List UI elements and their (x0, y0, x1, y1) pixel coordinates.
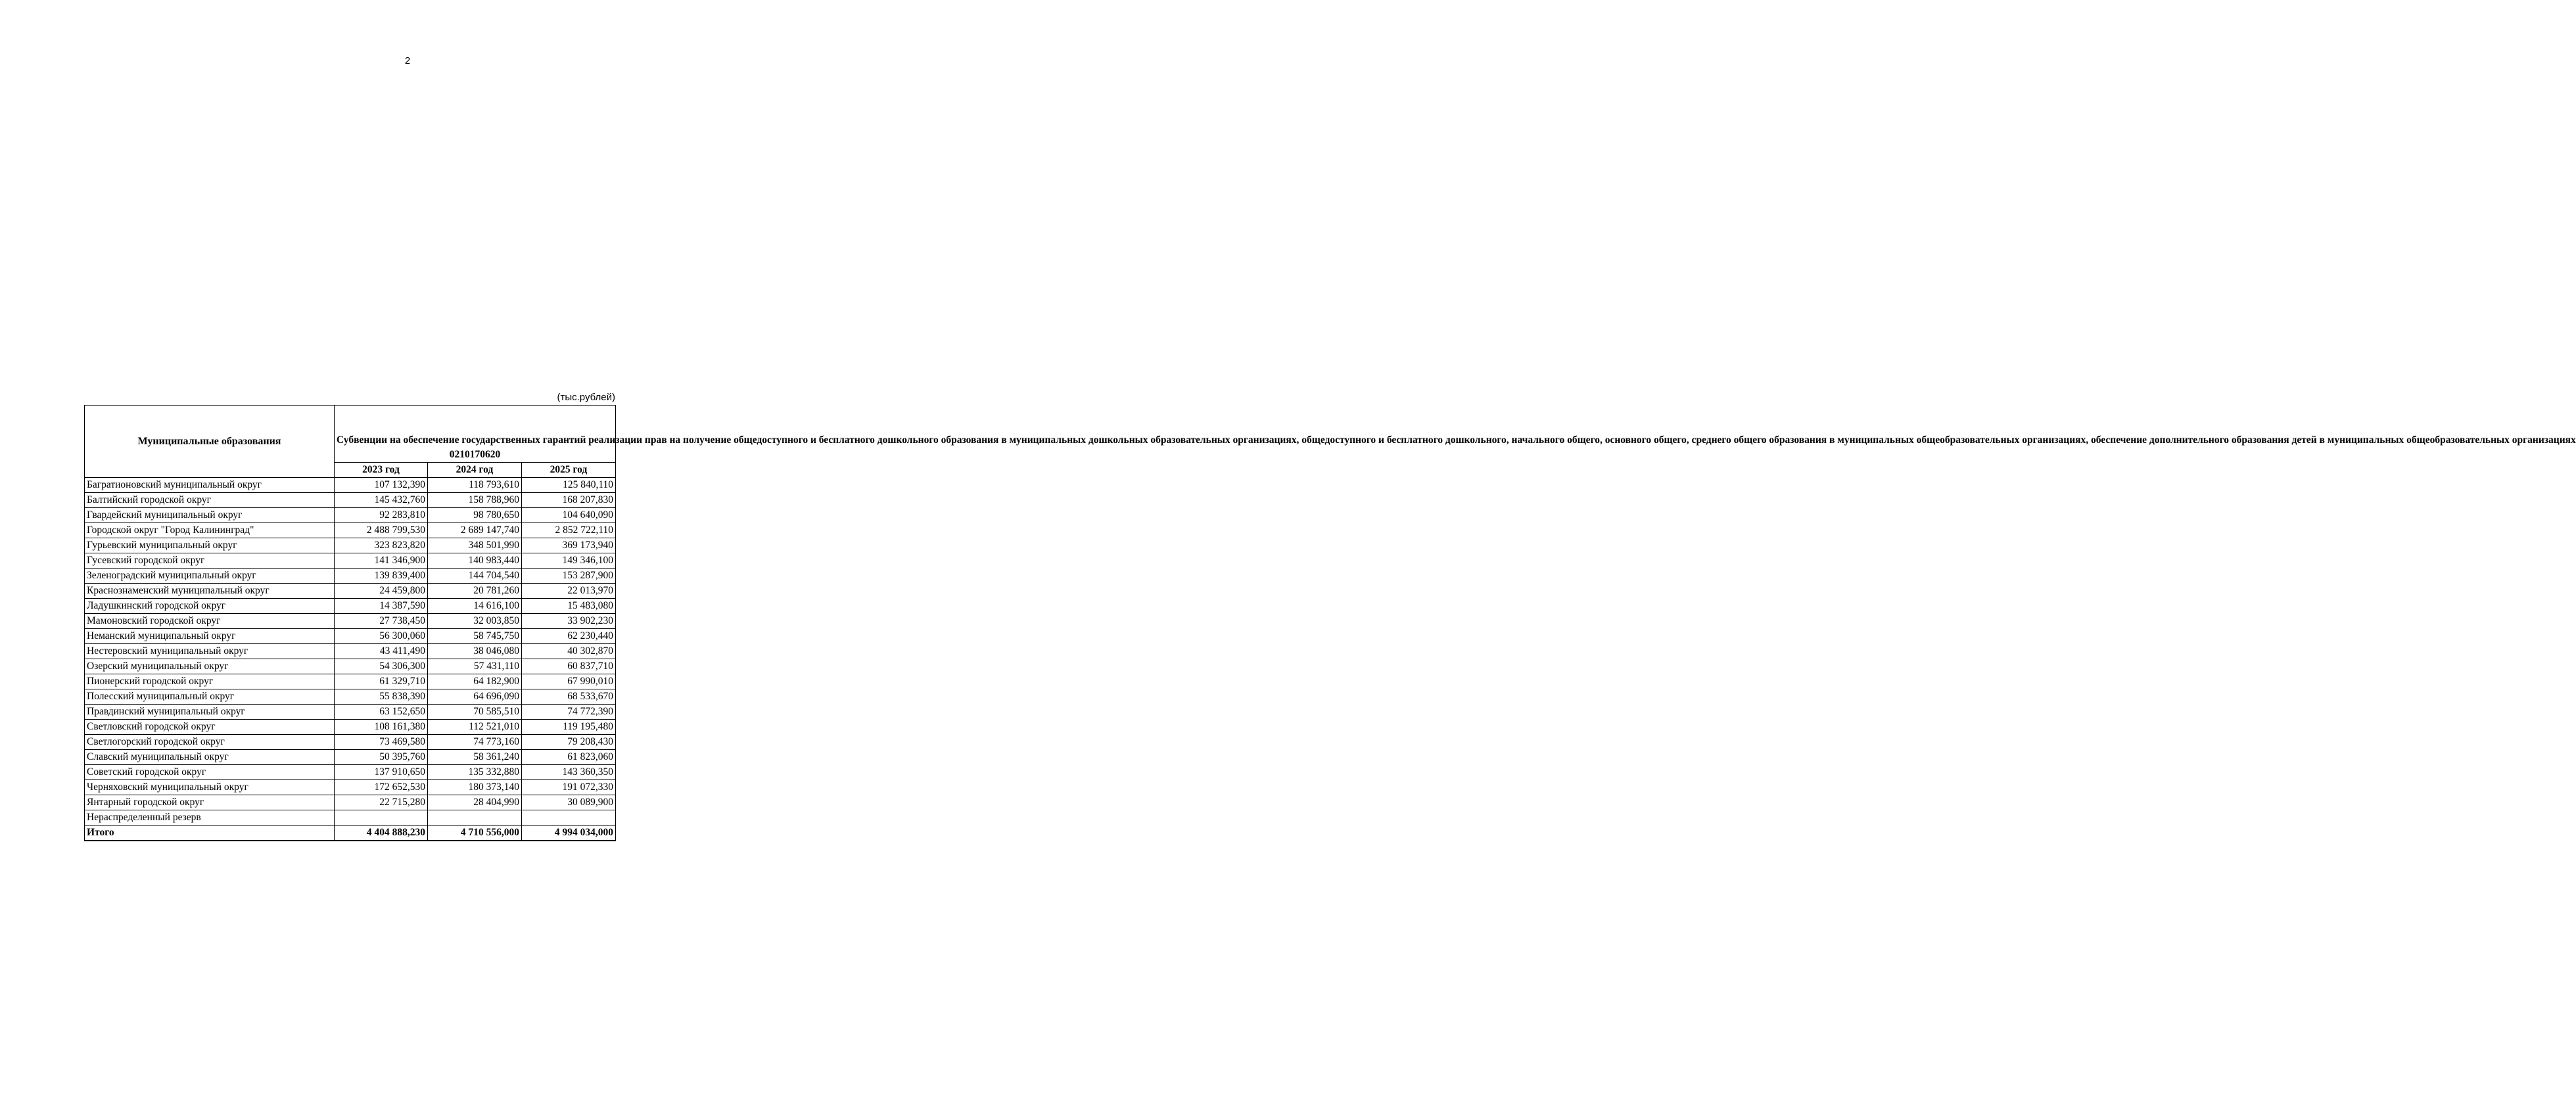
municipality-name: Краснознаменский муниципальный округ (85, 584, 335, 599)
municipality-name: Янтарный городской округ (85, 795, 335, 810)
value-2025: 60 837,710 (522, 659, 616, 674)
municipality-name: Нестеровский муниципальный округ (85, 644, 335, 659)
value-2025: 61 823,060 (522, 750, 616, 765)
value-2024: 98 780,650 (428, 508, 522, 523)
table-row (85, 538, 616, 553)
value-2025: 30 089,900 (522, 795, 616, 810)
table-row (85, 720, 616, 735)
table-row (85, 478, 616, 493)
value-2025: 369 173,940 (522, 538, 616, 553)
total-label: Итого (85, 825, 335, 841)
value-2023: 92 283,810 (335, 508, 428, 523)
total-2025: 4 994 034,000 (522, 825, 616, 841)
value-2023: 43 411,490 (335, 644, 428, 659)
value-2024: 70 585,510 (428, 705, 522, 720)
value-2023: 172 652,530 (335, 780, 428, 795)
header-year-2023: 2023 год (335, 463, 428, 478)
value-2025: 15 483,080 (522, 599, 616, 614)
municipality-name: Ладушкинский городской округ (85, 599, 335, 614)
value-2024: 57 431,110 (428, 659, 522, 674)
header-year-2025: 2025 год (522, 463, 616, 478)
value-2023: 323 823,820 (335, 538, 428, 553)
value-2025: 104 640,090 (522, 508, 616, 523)
table-row (85, 750, 616, 765)
value-2023: 139 839,400 (335, 569, 428, 584)
value-2024: 112 521,010 (428, 720, 522, 735)
value-2024: 158 788,960 (428, 493, 522, 508)
table-row (85, 614, 616, 629)
municipality-name: Нераспределенный резерв (85, 810, 335, 825)
municipality-name: Светлогорский городской округ (85, 735, 335, 750)
value-2024: 118 793,610 (428, 478, 522, 493)
municipality-name: Гурьевский муниципальный округ (85, 538, 335, 553)
value-2023: 2 488 799,530 (335, 523, 428, 538)
value-2024: 58 745,750 (428, 629, 522, 644)
value-2025: 67 990,010 (522, 674, 616, 689)
table-row (85, 644, 616, 659)
table-row (85, 674, 616, 689)
municipality-name: Балтийский городской округ (85, 493, 335, 508)
municipality-name: Зеленоградский муниципальный округ (85, 569, 335, 584)
municipality-name: Черняховский муниципальный округ (85, 780, 335, 795)
value-2023: 56 300,060 (335, 629, 428, 644)
municipality-name: Озерский муниципальный округ (85, 659, 335, 674)
value-2024: 2 689 147,740 (428, 523, 522, 538)
value-2024: 64 182,900 (428, 674, 522, 689)
subvention-table (84, 405, 2576, 841)
value-2025: 143 360,350 (522, 765, 616, 780)
value-2025: 68 533,670 (522, 689, 616, 705)
value-2025: 119 195,480 (522, 720, 616, 735)
header-subvention-text: Субвенции на обеспечение государственных гарантий реализации прав на получение общедоступного и бесплатного дошкольного образования в муниципальных дошкольных образовательных организациях, общедоступного и бесплатного дошкольного, начального общего, основного общего, среднего общего образования в муниципальных общеобразовательных организациях, обеспечение дополнительного образования детей в муниципальных общеобразовательных организациях (337, 434, 2576, 446)
municipality-name: Неманский муниципальный округ (85, 629, 335, 644)
value-2024: 135 332,880 (428, 765, 522, 780)
table-row (85, 523, 616, 538)
header-code: 0210170620 (449, 449, 501, 460)
value-2025: 79 208,430 (522, 735, 616, 750)
municipality-name: Правдинский муниципальный округ (85, 705, 335, 720)
value-2024: 32 003,850 (428, 614, 522, 629)
value-2024: 58 361,240 (428, 750, 522, 765)
value-2023: 73 469,580 (335, 735, 428, 750)
value-2025: 191 072,330 (522, 780, 616, 795)
municipality-name: Городской округ "Город Калининград" (85, 523, 335, 538)
value-2024: 348 501,990 (428, 538, 522, 553)
value-2023: 54 306,300 (335, 659, 428, 674)
value-2023: 108 161,380 (335, 720, 428, 735)
value-2025: 2 852 722,110 (522, 523, 616, 538)
table-row (85, 569, 616, 584)
table-row (85, 599, 616, 614)
table-row (85, 735, 616, 750)
value-2023: 61 329,710 (335, 674, 428, 689)
value-2025: 153 287,900 (522, 569, 616, 584)
value-2023: 107 132,390 (335, 478, 428, 493)
municipality-name: Славский муниципальный округ (85, 750, 335, 765)
value-2025: 62 230,440 (522, 629, 616, 644)
value-2023: 63 152,650 (335, 705, 428, 720)
table-row (85, 705, 616, 720)
total-row (85, 825, 616, 841)
value-2024: 28 404,990 (428, 795, 522, 810)
value-2024: 64 696,090 (428, 689, 522, 705)
value-2024: 14 616,100 (428, 599, 522, 614)
table-row (85, 780, 616, 795)
table-row (85, 584, 616, 599)
table-body (85, 478, 616, 841)
value-2024: 38 046,080 (428, 644, 522, 659)
value-2024 (428, 810, 522, 825)
value-2025: 125 840,110 (522, 478, 616, 493)
table-row (85, 765, 616, 780)
municipality-name: Светловский городской округ (85, 720, 335, 735)
municipality-name: Гусевский городской округ (85, 553, 335, 569)
table-row (85, 508, 616, 523)
table-row (85, 659, 616, 674)
value-2024: 180 373,140 (428, 780, 522, 795)
municipality-name: Советский городской округ (85, 765, 335, 780)
total-2024: 4 710 556,000 (428, 825, 522, 841)
value-2025: 40 302,870 (522, 644, 616, 659)
value-2023: 14 387,590 (335, 599, 428, 614)
value-2024: 144 704,540 (428, 569, 522, 584)
value-2024: 74 773,160 (428, 735, 522, 750)
value-2025: 149 346,100 (522, 553, 616, 569)
page-number: 2 (404, 55, 411, 66)
value-2023: 50 395,760 (335, 750, 428, 765)
value-2024: 20 781,260 (428, 584, 522, 599)
municipality-name: Гвардейский муниципальный округ (85, 508, 335, 523)
value-2023: 141 346,900 (335, 553, 428, 569)
municipality-name: Багратионовский муниципальный округ (85, 478, 335, 493)
header-subvention (335, 406, 2576, 463)
value-2024: 140 983,440 (428, 553, 522, 569)
municipality-name: Мамоновский городской округ (85, 614, 335, 629)
value-2023 (335, 810, 428, 825)
table-row (85, 553, 616, 569)
header-municipalities: Муниципальные образования (85, 406, 335, 478)
table-row (85, 810, 616, 825)
table-row (85, 689, 616, 705)
value-2023: 22 715,280 (335, 795, 428, 810)
value-2025 (522, 810, 616, 825)
value-2023: 55 838,390 (335, 689, 428, 705)
header-year-2024: 2024 год (428, 463, 522, 478)
table-row (85, 795, 616, 810)
table-row (85, 493, 616, 508)
value-2023: 27 738,450 (335, 614, 428, 629)
municipality-name: Полесский муниципальный округ (85, 689, 335, 705)
value-2025: 74 772,390 (522, 705, 616, 720)
value-2023: 137 910,650 (335, 765, 428, 780)
value-2023: 24 459,800 (335, 584, 428, 599)
value-2025: 22 013,970 (522, 584, 616, 599)
value-2025: 168 207,830 (522, 493, 616, 508)
units-label: (тыс.рублей) (557, 392, 615, 403)
municipality-name: Пионерский городской округ (85, 674, 335, 689)
value-2023: 145 432,760 (335, 493, 428, 508)
total-2023: 4 404 888,230 (335, 825, 428, 841)
table-row (85, 629, 616, 644)
value-2025: 33 902,230 (522, 614, 616, 629)
